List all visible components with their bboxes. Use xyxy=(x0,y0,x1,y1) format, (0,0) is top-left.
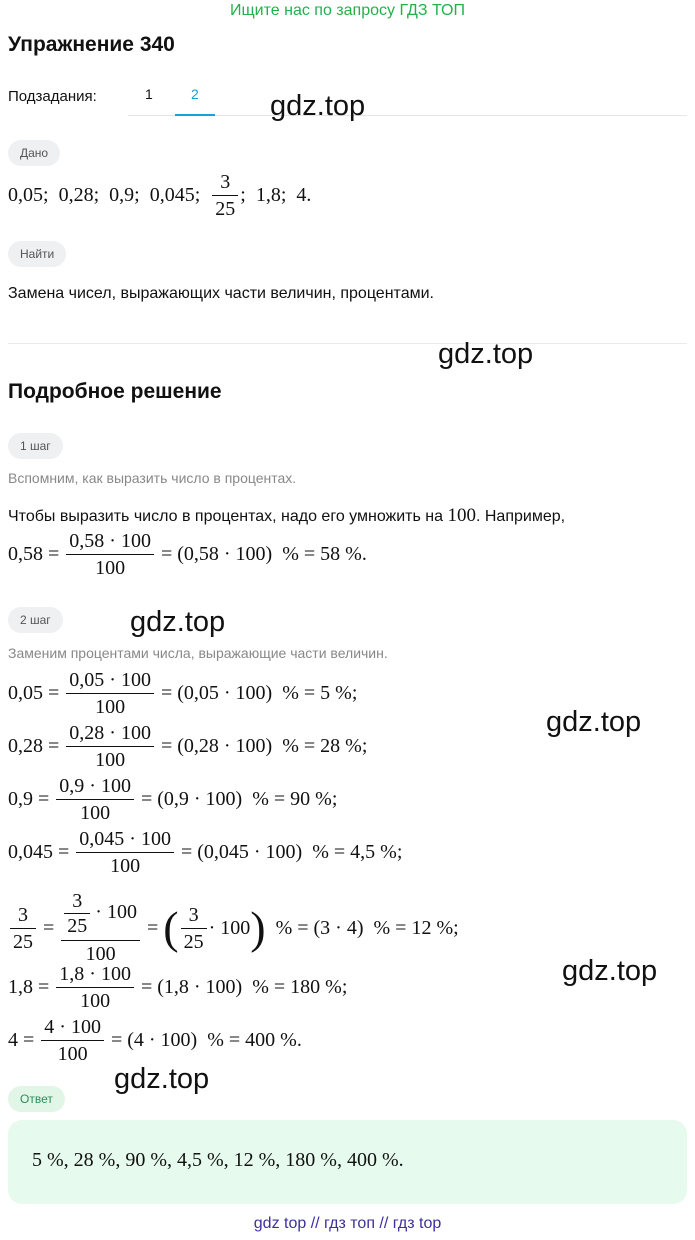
solution-row: 0,045 = $\frac{0,045 \cdot 100}{100}$ = (0,045 · 100) % = 4,5 %; xyxy=(8,827,403,877)
step1-hint: Вспомним, как выразить число в процентах. xyxy=(8,470,297,486)
step2-pill: 2 шаг xyxy=(8,607,63,633)
watermark: gdz.top xyxy=(438,338,534,370)
watermark: gdz.top xyxy=(546,706,642,738)
answer-pill: Ответ xyxy=(8,1086,65,1112)
answer-box xyxy=(8,1120,687,1204)
given-number: 0,9 xyxy=(109,183,135,206)
solution-row: 0,28 = $\frac{0,28 \cdot 100}{100}$ = (0,28 · 100) % = 28 %; xyxy=(8,721,368,771)
watermark: gdz.top xyxy=(114,1063,210,1095)
step2-hint: Заменим процентами числа, выражающие части величин. xyxy=(8,645,388,661)
find-text: Замена чисел, выражающих части величин, процентами. xyxy=(8,285,434,302)
solution-title: Подробное решение xyxy=(8,380,222,403)
solution-row: 1,8 = $\frac{1,8 \cdot 100}{100}$ = (1,8 · 100) % = 180 %; xyxy=(8,962,348,1012)
footer-links[interactable]: gdz top // гдз топ // гдз top xyxy=(253,1215,442,1232)
answer-text: 5 %, 28 %, 90 %, 4,5 %, 12 %, 180 %, 400 %. xyxy=(32,1149,404,1171)
given-number: 0,05 xyxy=(8,183,43,206)
tab-active-indicator xyxy=(175,114,215,116)
given-pill: Дано xyxy=(8,140,60,166)
page-title: Упражнение 340 xyxy=(8,33,175,56)
watermark: gdz.top xyxy=(130,606,226,638)
watermark: gdz.top xyxy=(270,90,366,122)
given-number: 0,045 xyxy=(149,183,195,206)
given-numbers: 0,05 ; 0,28 ; 0,9 ; 0,045 ; $\frac{3}{25}$ ; 1,8 ; 4. xyxy=(8,170,312,220)
solution-row: 0,05 = $\frac{0,05 \cdot 100}{100}$ = (0,05 · 100) % = 5 %; xyxy=(8,668,358,718)
given-fraction: $\frac{3}{25}$ xyxy=(212,169,238,222)
step1-text: Чтобы выразить число в процентах, надо его умножить на 100. Например, xyxy=(8,505,566,526)
subtasks-label: Подзадания: xyxy=(8,88,97,105)
given-number: 1,8 xyxy=(255,183,281,206)
top-banner[interactable]: Ищите нас по запросу ГДЗ ТОП xyxy=(230,2,465,19)
step1-example: 0,58 = $\frac{0,58 \cdot 100}{100}$ = (0,58 · 100) % = 58 %. xyxy=(8,529,367,579)
tab-subtask-1[interactable]: 1 xyxy=(145,86,153,102)
find-pill: Найти xyxy=(8,241,66,267)
given-number: 0,28 xyxy=(58,183,94,206)
step1-pill: 1 шаг xyxy=(8,433,63,459)
tab-subtask-2[interactable]: 2 xyxy=(191,86,199,102)
solution-row: 4 = $\frac{4 \cdot 100}{100}$ = (4 · 100) % = 400 %. xyxy=(8,1015,302,1065)
solution-row-fraction: $\frac{3}{25}$ = $\frac{3}{25}$ · 100 100 = ( $\frac{3}{25}$ · 100 ) % = (3 · 4) % = 12 %; xyxy=(8,878,459,978)
section-divider xyxy=(8,343,687,344)
given-number: 4. xyxy=(296,183,312,206)
solution-row: 0,9 = $\frac{0,9 \cdot 100}{100}$ = (0,9 · 100) % = 90 %; xyxy=(8,774,338,824)
watermark: gdz.top xyxy=(562,955,658,987)
